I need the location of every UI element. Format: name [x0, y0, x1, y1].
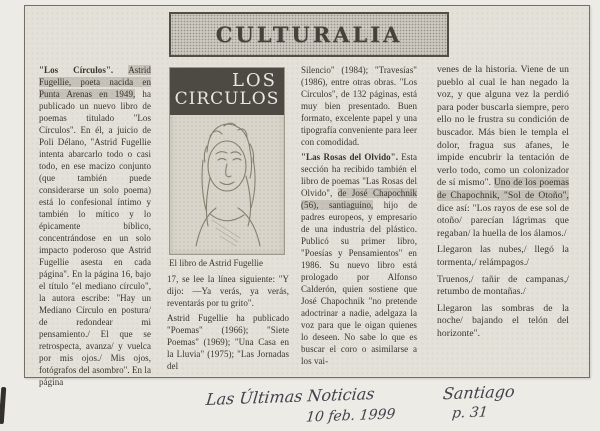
section-masthead-box	[169, 12, 449, 57]
photo-caption: El libro de Astrid Fugellie	[169, 258, 263, 268]
handwritten-date: 10 feb. 1999	[305, 406, 397, 426]
author-portrait-sketch-icon	[180, 116, 274, 250]
book-cover-title-line1: LOS	[231, 70, 277, 91]
section-title: CULTURALIA	[215, 22, 403, 47]
article-column-2-text: 17, se lee la línea siguiente: "Y dijo: —Ya verás, ya verás, reventarás por tu grito". Astrid Fugellie ha publicado "Poemas" (1966); "Siete Poemas" (1969); "Una Casa en la Lluvia" (1975); "Las Jornadas del	[167, 274, 289, 371]
article-column-3: Silencio" (1984); "Travesías" (1986), entre otras obras. "Los Círculos", de 132 páginas, está muy bien presentado. Buen formato, excelente papel y una tipografía conveniente para leer con comodidad. "Las Rosas del Olvido". Esta sección ha recibido también el libro de poemas "Las Rosas del Olvido", de José Chapochnik (56), santiaguino, hijo de padres europeos, y empresario de una industria del plástico. Publicó su primer libro, "Poesías y Pensamientos" en 1986. Su nuevo libro está prologado por Alfonso Calderón, quien sostiene que José Chapochnik "no pretende adoctrinar a nadie, adelgaza la voz para que le oigan quienes lo deseen. No sabe lo que es buscar el coro o asimilarse a los vai-	[301, 65, 418, 366]
scan-edge-mark	[0, 387, 6, 424]
newspaper-clipping	[24, 5, 590, 387]
handwritten-page-number: p. 31	[451, 404, 489, 422]
handwritten-publication-name: Las Últimas Noticias	[205, 384, 376, 409]
handwritten-city: Santiago	[442, 381, 516, 404]
article-column-1: "Los Círculos". Astrid Fugellie, poeta nacida en Punta Arenas en 1949, ha publicado un nuevo libro de poemas titulado "Los Círculos". En él, a juicio de Poli Délano, "Astrid Fugellie intenta abarcarlo todo o casi todo, en ese macizo conjunto (que también puede considerarse un solo poema) está lo confesional íntimo y también lo mítico y lo épicamente bíblico, concentrándose en un solo impacto poderoso que Astrid Fugellie asesta en cada página". En la página 16, bajo el título "el mediano círculo", la autora escribe: "Hay un Mediano Círculo en postura/ de redondear mi pensamiento./ El que se retrospecta, avanza/ y vuelca por mis ojos./ Mis ojos, fotógrafos del asombro". En la página	[39, 65, 151, 387]
book-cover-title-line2: CIRCULOS	[174, 89, 280, 109]
article-column-4: venes de la historia. Viene de un pueblo al cual le han negado la voz, y que alguna vez la perdió para poder buscarla siempre, pero ello no le frustra su condición de buscador. Más bien le templa el dolor, fragua sus afanes, le impide encubrir la tentación de verlo todo, como un colonizador de sí mismo". Uno de los poemas de Chapochnik, "Sol de Otoño", dice así: "Los rayos de ese sol de otoño/ parecían lágrimas que regaban/ la huella de los álamos./ Llegaron las nubes,/ llegó la tormenta,/ relámpagos./ Truenos,/ tañir de campanas,/ retumbo de montañas./ Llegaron las sombras de la noche/ bajando el telón del horizonte".	[437, 64, 569, 339]
book-cover-title-banner	[170, 68, 284, 115]
article-column-2	[165, 64, 289, 372]
book-cover-photo	[169, 67, 285, 255]
